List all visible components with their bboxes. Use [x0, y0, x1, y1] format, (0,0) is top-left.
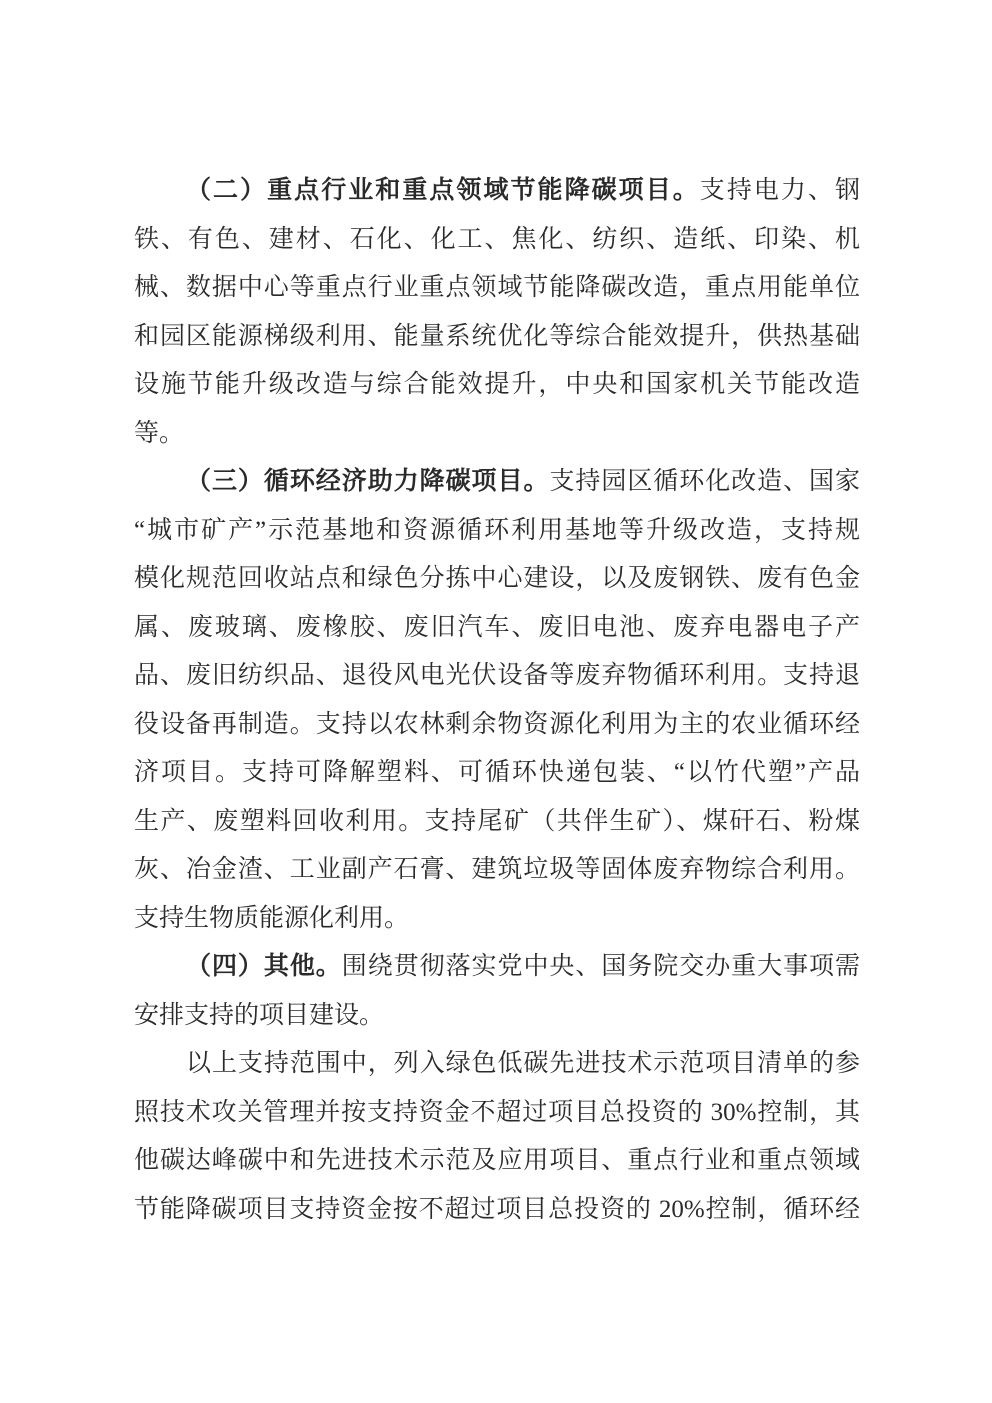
- text-line: [134, 167, 860, 216]
- line-text: 安排支持的项目建设。: [134, 1001, 385, 1029]
- line-text: 等。: [134, 419, 185, 447]
- section-heading: （二）重点行业和重点领域节能降碳项目。: [186, 177, 700, 204]
- text-line: [134, 992, 860, 1041]
- text-line: [134, 313, 860, 362]
- line-text: 铁、有色、建材、石化、化工、焦化、纺织、造纸、印染、机: [134, 225, 860, 253]
- line-text: “城市矿产”示范基地和资源循环利用基地等升级改造，支持规: [134, 516, 860, 544]
- line-text: 围绕贯彻落实党中央、国务院交办重大事项需: [341, 953, 860, 980]
- text-line: [134, 1137, 860, 1186]
- section-heading: （四）其他。: [186, 953, 342, 980]
- text-line: [134, 846, 860, 895]
- text-line: [134, 1186, 860, 1235]
- line-text: 济项目。支持可降解塑料、可循环快递包装、“以竹代塑”产品: [134, 759, 860, 786]
- text-line: [134, 361, 860, 410]
- text-line: [134, 798, 860, 847]
- text-line: [134, 264, 860, 313]
- line-text: 模化规范回收站点和绿色分拣中心建设，以及废钢铁、废有色金: [134, 565, 860, 592]
- line-text: 他碳达峰碳中和先进技术示范及应用项目、重点行业和重点领域: [134, 1147, 860, 1174]
- text-line: [134, 1040, 860, 1089]
- section-heading: （三）循环经济助力降碳项目。: [186, 468, 550, 495]
- line-text: 属、废玻璃、废橡胶、废旧汽车、废旧电池、废弃电器电子产: [134, 613, 860, 641]
- line-text: 役设备再制造。支持以农林剩余物资源化利用为主的农业循环经: [134, 710, 860, 738]
- text-line: [134, 895, 860, 944]
- line-text: 支持生物质能源化利用。: [134, 904, 410, 932]
- text-line: [134, 458, 860, 507]
- text-line: [134, 652, 860, 701]
- text-line: [134, 410, 860, 459]
- line-text: 设施节能升级改造与综合能效提升，中央和国家机关节能改造: [134, 371, 860, 398]
- text-line: [134, 749, 860, 798]
- line-text: 灰、冶金渣、工业副产石膏、建筑垃圾等固体废弃物综合利用。: [134, 856, 860, 883]
- text-line: [134, 507, 860, 556]
- line-text: 支持电力、钢: [699, 177, 860, 204]
- line-text: 支持园区循环化改造、国家: [549, 468, 860, 495]
- text-line: [134, 216, 860, 265]
- line-text: 照技术攻关管理并按支持资金不超过项目总投资的 30%控制，其: [134, 1098, 860, 1126]
- text-line: [134, 943, 860, 992]
- text-line: [134, 1089, 860, 1138]
- document-text-block: [134, 167, 860, 1234]
- line-text: 节能降碳项目支持资金按不超过项目总投资的 20%控制，循环经: [134, 1195, 860, 1223]
- line-text: 械、数据中心等重点行业重点领域节能降碳改造，重点用能单位: [134, 274, 860, 301]
- line-text: 品、废旧纺织品、退役风电光伏设备等废弃物循环利用。支持退: [134, 662, 860, 689]
- line-text: 生产、废塑料回收利用。支持尾矿（共伴生矿）、煤矸石、粉煤: [134, 807, 860, 835]
- line-text: 以上支持范围中，列入绿色低碳先进技术示范项目清单的参: [186, 1050, 860, 1077]
- text-line: [134, 604, 860, 653]
- line-text: 和园区能源梯级利用、能量系统优化等综合能效提升，供热基础: [134, 322, 860, 350]
- text-line: [134, 555, 860, 604]
- text-line: [134, 701, 860, 750]
